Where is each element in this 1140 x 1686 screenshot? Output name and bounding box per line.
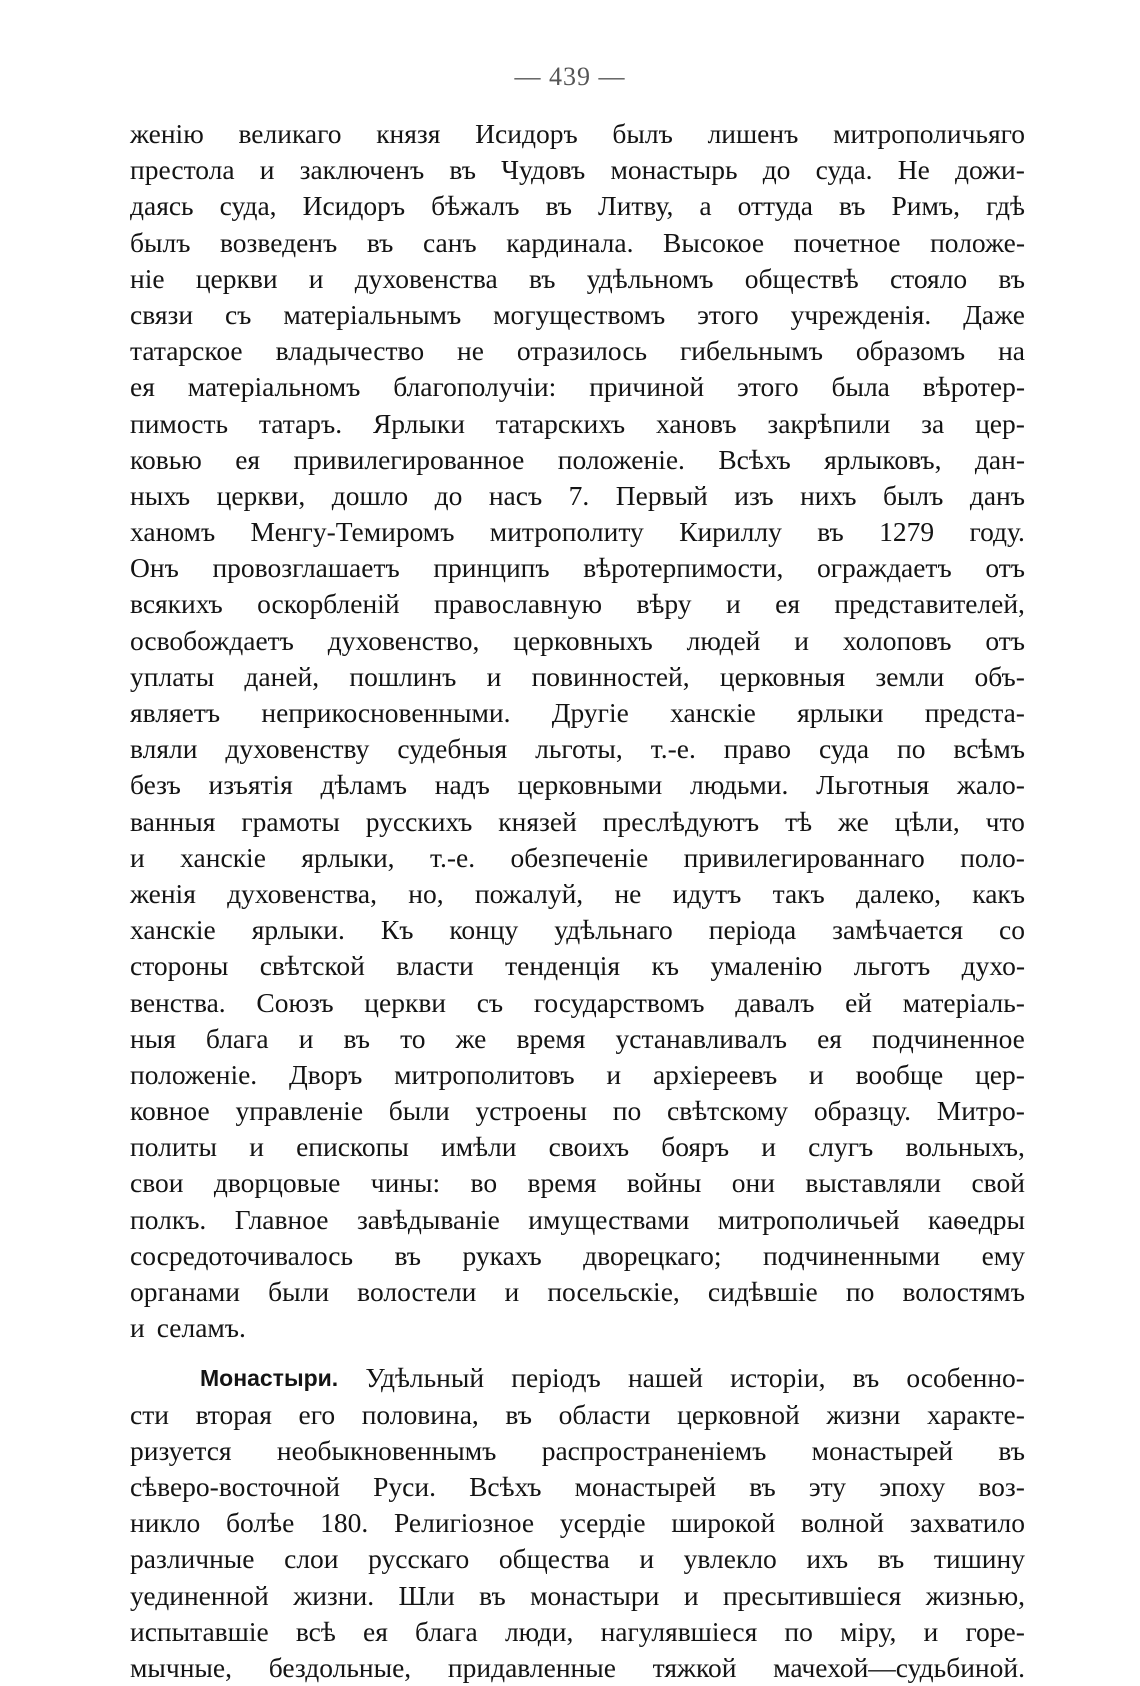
text-line: ханомъ Менгу-Темиромъ митрополиту Кириллу въ 1279 году.: [130, 516, 1025, 548]
text-line: ніе церкви и духовенства въ удѣльномъ обществѣ стояло въ: [130, 262, 1025, 294]
text-line: ныхъ церкви, дошло до насъ 7. Первый изъ нихъ былъ данъ: [130, 479, 1025, 511]
text-line: престола и заключенъ въ Чудовъ монастырь до суда. Не дожи-: [130, 154, 1025, 186]
text-line: свои дворцовые чины: во время войны они выставляли свой: [130, 1167, 1025, 1199]
text-line: женію великаго князя Исидоръ былъ лишенъ митрополичьяго: [130, 118, 1025, 149]
text-line: сти вторая его половина, въ области церковной жизни характе-: [130, 1398, 1025, 1430]
text-line: уединенной жизни. Шли въ монастыри и пресытившіеся жизнью,: [130, 1579, 1025, 1611]
text-line: никло болѣе 180. Религіозное усердіе широкой волной захватило: [130, 1507, 1025, 1539]
text-line: ныя блага и въ то же время устанавливалъ ея подчиненное: [130, 1022, 1025, 1054]
text-line: стороны свѣтской власти тенденція къ умаленію льготъ духо-: [130, 950, 1025, 982]
paragraph: [130, 1360, 1025, 1686]
text-line: и селамъ.: [130, 1312, 246, 1344]
text-line: Монастыри. Удѣльный періодъ нашей исторіи, въ особенно-: [130, 1360, 1025, 1396]
text-line: безъ изъятія дѣламъ надъ церковными людьми. Льготныя жало-: [130, 769, 1025, 801]
text-line: всякихъ оскорбленій православную вѣру и ея представителей,: [130, 588, 1025, 620]
text-line: сосредоточивалось въ рукахъ дворецкаго; подчиненными ему: [130, 1239, 1025, 1271]
text-line: различные слои русскаго общества и увлекло ихъ въ тишину: [130, 1543, 1025, 1575]
text-line: ризуется необыкновеннымъ распространеніемъ монастырей въ: [130, 1434, 1025, 1466]
text-line: даясь суда, Исидоръ бѣжалъ въ Литву, а оттуда въ Римъ, гдѣ: [130, 190, 1025, 222]
text-line: женія духовенства, но, пожалуй, не идутъ такъ далеко, какъ: [130, 877, 1025, 909]
text-line: являетъ неприкосновенными. Другіе ханскіе ярлыки предста-: [130, 697, 1025, 728]
text-line: татарское владычество не отразилось гибельнымъ образомъ на: [130, 335, 1025, 367]
text-line: освобождаетъ духовенство, церковныхъ людей и холоповъ отъ: [130, 624, 1025, 656]
text-line: и ханскіе ярлыки, т.-е. обезпеченіе привилегированнаго поло-: [130, 841, 1025, 873]
text-line: органами были волостели и посельскіе, сидѣвшіе по волостямъ: [130, 1276, 1025, 1307]
text-line: связи съ матеріальнымъ могуществомъ этого учрежденія. Даже: [130, 298, 1025, 330]
paragraph-gap: [130, 1346, 1025, 1360]
text-line: уплаты даней, пошлинъ и повинностей, церковныя земли объ-: [130, 660, 1025, 692]
text-line: ея матеріальномъ благополучіи: причиной этого была вѣротер-: [130, 371, 1025, 403]
paragraph: [130, 116, 1025, 1346]
text-line: ковью ея привилегированное положеніе. Всѣхъ ярлыковъ, дан-: [130, 443, 1025, 475]
text-line: ханскіе ярлыки. Къ концу удѣльнаго періода замѣчается со: [130, 914, 1025, 946]
text-line: испытавшіе всѣ ея блага люди, нагулявшіеся по міру, и горе-: [130, 1615, 1025, 1647]
text-line: ковное управленіе были устроены по свѣтскому образцу. Митро-: [130, 1095, 1025, 1127]
main-text: [130, 116, 1025, 1686]
text-line: ванныя грамоты русскихъ князей преслѣдуютъ тѣ же цѣли, что: [130, 805, 1025, 837]
text-line: пимость татаръ. Ярлыки татарскихъ хановъ закрѣпили за цер-: [130, 407, 1025, 439]
text-line: венства. Союзъ церкви съ государствомъ давалъ ей матеріаль-: [130, 986, 1025, 1018]
text-line: сѣверо-восточной Руси. Всѣхъ монастырей въ эту эпоху воз-: [130, 1470, 1025, 1502]
text-line: мычные, бездольные, придавленные тяжкой мачехой—судьбиной.: [130, 1651, 1025, 1683]
text-line: вляли духовенству судебныя льготы, т.-е. право суда по всѣмъ: [130, 733, 1025, 765]
text-line: полкъ. Главное завѣдываніе имуществами митрополичьей каѳедры: [130, 1203, 1025, 1235]
text-line: политы и епископы имѣли своихъ бояръ и слугъ вольныхъ,: [130, 1131, 1025, 1163]
page-number: — 439 —: [514, 62, 626, 91]
section-heading: Монастыри.: [200, 1365, 339, 1392]
text-line: положеніе. Дворъ митрополитовъ и архіереевъ и вообще цер-: [130, 1058, 1025, 1090]
text-line: былъ возведенъ въ санъ кардинала. Высокое почетное положе-: [130, 226, 1025, 258]
text-line: Онъ провозглашаетъ принципъ вѣротерпимости, ограждаетъ отъ: [130, 552, 1025, 584]
